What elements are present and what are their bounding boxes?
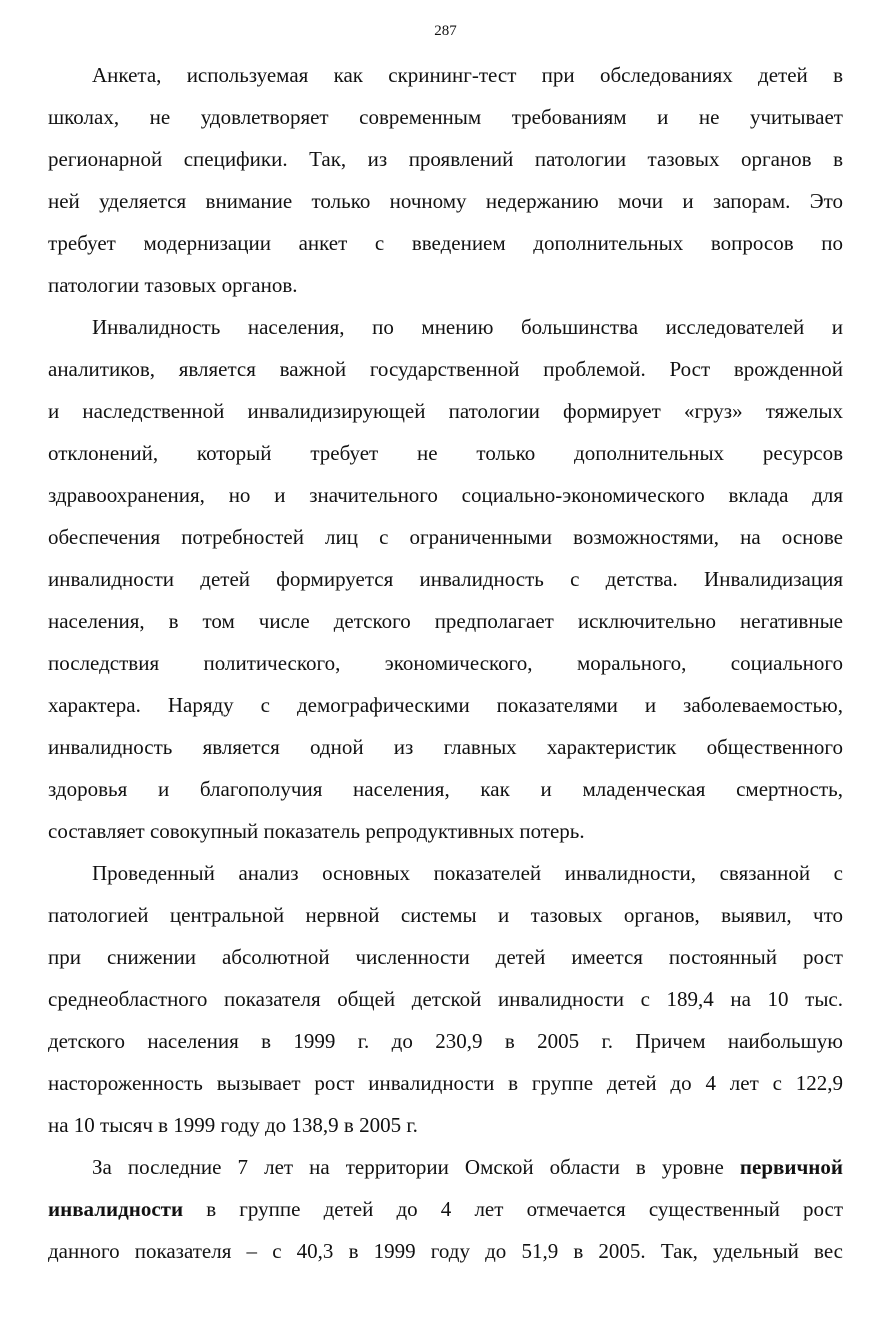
- paragraph-2-line-10: характера. Наряду с демографическими показателями и заболеваемостью,: [48, 693, 843, 717]
- paragraph-1-line-5: требует модернизации анкет с введением дополнительных вопросов по: [48, 231, 843, 255]
- paragraph-2-line-1: Инвалидность населения, по мнению большинства исследователей и: [92, 315, 843, 339]
- paragraph-3-line-4: среднеобластного показателя общей детской инвалидности с 189,4 на 10 тыс.: [48, 987, 843, 1011]
- paragraph-2-line-3: и наследственной инвалидизирующей патологии формирует «груз» тяжелых: [48, 399, 843, 423]
- paragraph-2-line-5: здравоохранения, но и значительного социально-экономического вклада для: [48, 483, 843, 507]
- paragraph-3-line-1: Проведенный анализ основных показателей инвалидности, связанной с: [92, 861, 843, 885]
- paragraph-4-line-1: [92, 1154, 843, 1180]
- paragraph-4-line-2: [48, 1196, 843, 1222]
- paragraph-3-line-3: при снижении абсолютной численности детей имеется постоянный рост: [48, 945, 843, 969]
- emphasis-primary: первичной: [739, 1155, 843, 1179]
- paragraph-3-line-7: на 10 тысяч в 1999 году до 138,9 в 2005 г.: [48, 1113, 418, 1137]
- paragraph-1-line-1: Анкета, используемая как скрининг-тест при обследованиях детей в: [92, 63, 843, 87]
- paragraph-2-line-12: здоровья и благополучия населения, как и младенческая смертность,: [48, 777, 843, 801]
- emphasis-disability: инвалидности: [48, 1197, 184, 1221]
- paragraph-4-line-1-text: За последние 7 лет на территории Омской области в уровне: [92, 1155, 724, 1179]
- paragraph-3-line-6: настороженность вызывает рост инвалидности в группе детей до 4 лет с 122,9: [48, 1071, 843, 1095]
- paragraph-1-line-4: ней уделяется внимание только ночному недержанию мочи и запорам. Это: [48, 189, 843, 213]
- paragraph-2-line-2: аналитиков, является важной государственной проблемой. Рост врожденной: [48, 357, 843, 381]
- paragraph-1-line-3: регионарной специфики. Так, из проявлений патологии тазовых органов в: [48, 147, 843, 171]
- page-number: 287: [434, 23, 457, 39]
- paragraph-2-line-4: отклонений, который требует не только дополнительных ресурсов: [48, 441, 843, 465]
- paragraph-2-line-11: инвалидность является одной из главных характеристик общественного: [48, 735, 843, 759]
- paragraph-1-line-2: школах, не удовлетворяет современным требованиям и не учитывает: [48, 105, 843, 129]
- paragraph-2-line-6: обеспечения потребностей лиц с ограниченными возможностями, на основе: [48, 525, 843, 549]
- paragraph-2-line-9: последствия политического, экономического, морального, социального: [48, 651, 843, 675]
- paragraph-4-line-3: данного показателя – с 40,3 в 1999 году до 51,9 в 2005. Так, удельный вес: [48, 1239, 843, 1263]
- paragraph-2-line-8: населения, в том числе детского предполагает исключительно негативные: [48, 609, 843, 633]
- paragraph-1-line-6: патологии тазовых органов.: [48, 273, 298, 297]
- paragraph-2-line-13: составляет совокупный показатель репродуктивных потерь.: [48, 819, 585, 843]
- paragraph-3-line-2: патологией центральной нервной системы и тазовых органов, выявил, что: [48, 903, 843, 927]
- paragraph-3-line-5: детского населения в 1999 г. до 230,9 в 2005 г. Причем наибольшую: [48, 1029, 843, 1053]
- paragraph-4-line-2-text: в группе детей до 4 лет отмечается существенный рост: [206, 1197, 844, 1221]
- paragraph-2-line-7: инвалидности детей формируется инвалидность с детства. Инвалидизация: [48, 567, 843, 591]
